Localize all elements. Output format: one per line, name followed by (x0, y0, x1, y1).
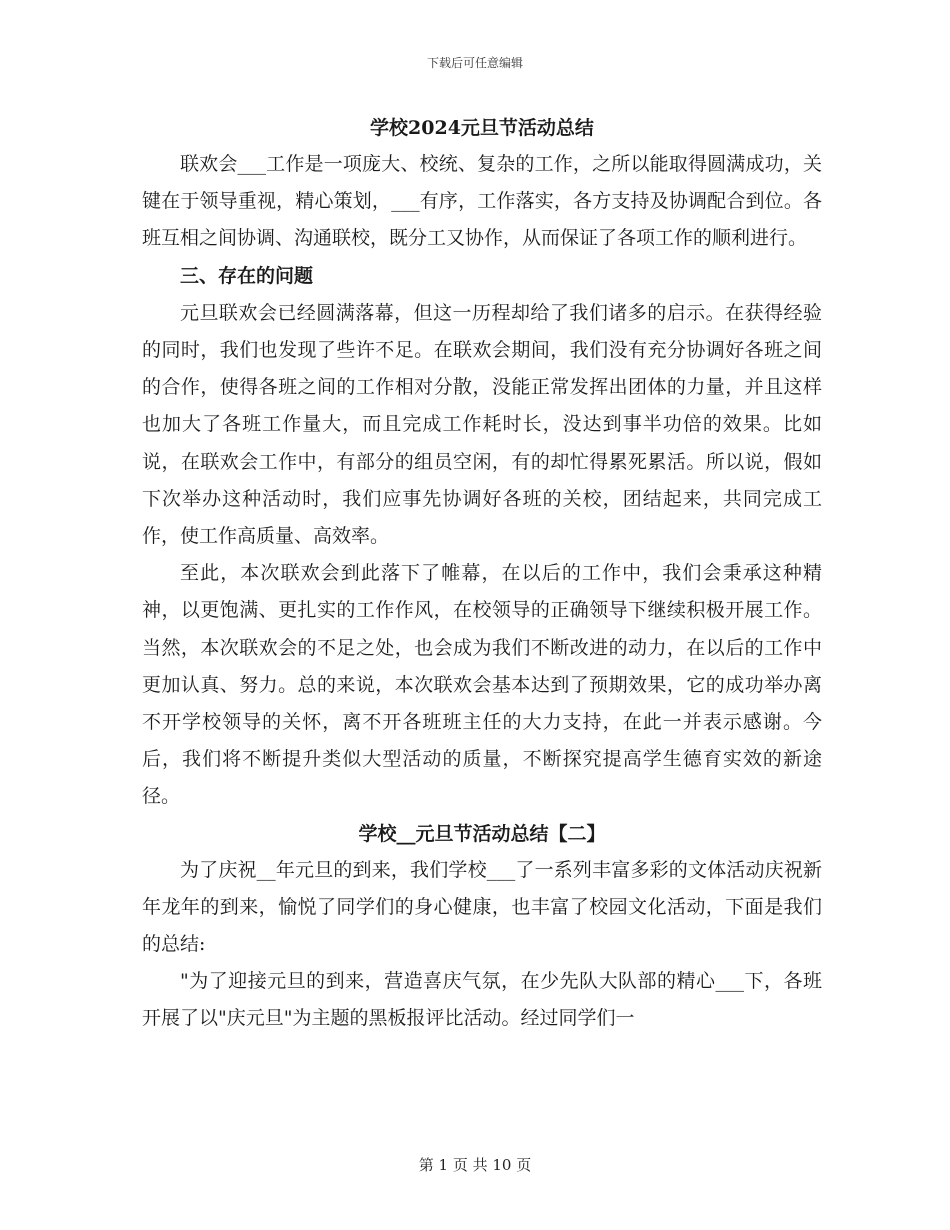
document-body (142, 110, 822, 1038)
paragraph-1: 联欢会___工作是一项庞大、校统、复杂的工作，之所以能取得圆满成功，关键在于领导重视，精心策划，___有序，工作落实，各方支持及协调配合到位。各班互相之间协调、沟通联校，既分工又协作，从而保证了各项工作的顺利进行。 (142, 153, 822, 250)
header-note: 下载后可任意编辑 (426, 56, 523, 70)
page-number: 第 1 页 共 10 页 (418, 1156, 532, 1174)
paragraph-4: 为了庆祝__年元旦的到来，我们学校___了一系列丰富多彩的文体活动庆祝新年龙年的到来，愉悦了同学们的身心健康，也丰富了校园文化活动，下面是我们的总结: (142, 858, 822, 956)
document-title: 学校2024元旦节活动总结 (370, 117, 594, 139)
paragraph-3: 至此，本次联欢会到此落下了帷幕，在以后的工作中，我们会秉承这种精神，以更饱满、更扎实的工作作风，在校领导的正确领导下继续积极开展工作。当然，本次联欢会的不足之处，也会成为我们不断改进的动力，在以后的工作中更加认真、努力。总的来说，本次联欢会基本达到了预期效果，它的成功举办离不开学校领导的关怀，离不开各班班主任的大力支持，在此一并表示感谢。今后，我们将不断提升类似大型活动的质量，不断探究提高学生德育实效的新途径。 (142, 562, 822, 808)
section-heading: 三、存在的问题 (180, 264, 314, 287)
document-subtitle: 学校__元旦节活动总结【二】 (358, 822, 606, 845)
paragraph-5: "为了迎接元旦的到来，营造喜庆气氛，在少先队大队部的精心___下，各班开展了以"庆元旦"为主题的黑板报评比活动。经过同学们一 (142, 970, 822, 1030)
paragraph-2: 元旦联欢会已经圆满落幕，但这一历程却给了我们诸多的启示。在获得经验的同时，我们也发现了些许不足。在联欢会期间，我们没有充分协调好各班之间的合作，使得各班之间的工作相对分散，没能正常发挥出团体的力量，并且这样也加大了各班工作量大，而且完成工作耗时长，没达到事半功倍的效果。比如说，在联欢会工作中，有部分的组员空闲，有的却忙得累死累活。所以说，假如下次举办这种活动时，我们应事先协调好各班的关校，团结起来，共同完成工作，使工作高质量、高效率。 (142, 301, 822, 548)
